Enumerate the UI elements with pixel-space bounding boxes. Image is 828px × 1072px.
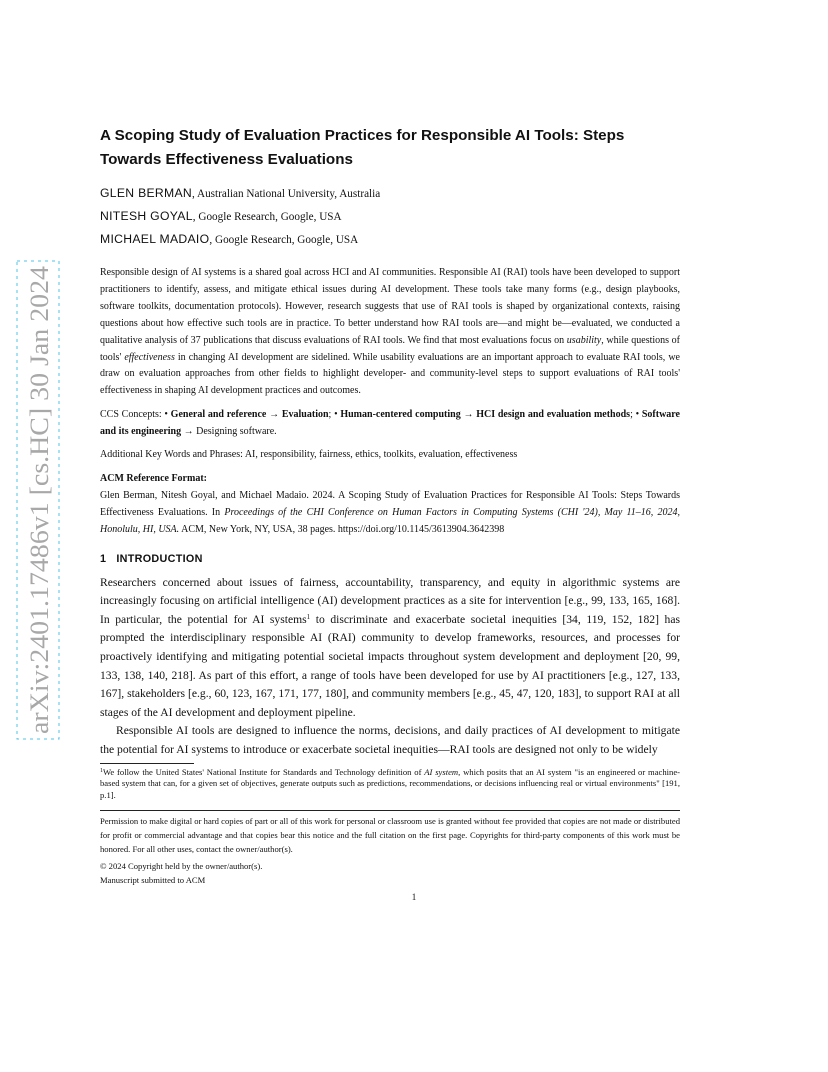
author-affiliation: , Google Research, Google, USA <box>192 211 342 223</box>
copyright-notice: © 2024 Copyright held by the owner/author(s). <box>100 861 263 872</box>
section-heading <box>100 551 680 567</box>
paper-title: A Scoping Study of Evaluation Practices for Responsible AI Tools: Steps Towards Effectiveness Evaluations <box>100 127 625 168</box>
intro-paragraph: Researchers concerned about issues of fairness, accountability, transparency, and equity in algorithmic systems are increasingly focusing on artificial intelligence (AI) development practices as a site for intervention [e.g., 99, 133, 165, 168]. In particular, the potential for AI systems$^1$ to discriminate and exacerbate societal inequities [34, 119, 152, 182] has prompted the interdisciplinary responsible AI (RAI) community to develop frameworks, resources, and processes for proactively identifying and mitigating potential societal impacts throughout system development and deployment [20, 99, 133, 138, 140, 218]. As part of this effort, a range of tools have been developed for use by AI practitioners [e.g., 127, 133, 167], stakeholders [e.g., 60, 123, 167, 171, 177, 180], and community members [e.g., 45, 47, 120, 183], to support RAI at all stages of the AI development and deployment pipeline. <box>100 575 680 719</box>
permission-notice: Permission to make digital or hard copies of part or all of this work for personal or classroom use is granted without fee provided that copies are not made or distributed for profit or commercial advantage and that copies bear this notice and the full citation on the first page. Copyrights for third-party components of this work must be honored. For all other uses, contact the owner/author(s). <box>100 816 680 854</box>
section-title: INTRODUCTION <box>116 552 203 565</box>
page-number: 1 <box>411 892 417 902</box>
arxiv-stamp <box>16 260 60 740</box>
footnote-divider <box>100 763 194 764</box>
author-affiliation: , Google Research, Google, USA <box>209 234 359 246</box>
manuscript-note: Manuscript submitted to ACM <box>100 875 206 886</box>
acm-reference-text: Glen Berman, Nitesh Goyal, and Michael Madaio. 2024. A Scoping Study of Evaluation Practices for Responsible AI Tools: Steps Towards Effectiveness Evaluations. In Proceedings of the CHI Conference on Human Factors in Computing Systems (CHI '24), May 11–16, 2024, Honolulu, HI, USA. ACM, New York, NY, USA, 38 pages. https://doi.org/10.1145/3613904.3642398 <box>100 489 680 535</box>
section-number: 1 <box>100 552 107 565</box>
author-entry <box>100 205 680 228</box>
footnote-marker: 1 <box>306 612 311 621</box>
author-entry <box>100 182 680 205</box>
keywords: Additional Key Words and Phrases: AI, responsibility, fairness, ethics, toolkits, evaluation, effectiveness <box>100 449 518 461</box>
ccs-concepts: CCS Concepts: • General and reference → Evaluation; • Human-centered computing → HCI design and evaluation methods; • Software and its engineering → Designing software. <box>100 409 680 438</box>
author-name: GLEN BERMAN <box>100 186 193 200</box>
acm-reference-heading: ACM Reference Format: <box>100 472 207 484</box>
intro-paragraph: Responsible AI tools are designed to influence the norms, decisions, and daily practices of AI development to mitigate the potential for AI systems to introduce or exacerbate societal inequities—RAI tools are designed not only to be widely <box>100 724 680 756</box>
paper-page <box>100 124 680 887</box>
footnote: $^1$We follow the United States' National Institute for Standards and Technology definition of AI system, which posits that an AI system "is an engineered or machine-based system that can, for a given set of objectives, generate outputs such as predictions, recommendations, or decisions influencing real or virtual environments" [191, p.1]. <box>100 766 681 800</box>
author-entry <box>100 228 680 251</box>
author-list <box>100 182 680 251</box>
permission-divider <box>100 810 680 811</box>
arxiv-identifier: arXiv:2401.17486v1 [cs.HC] 30 Jan 2024 <box>25 297 54 734</box>
abstract: Responsible design of AI systems is a shared goal across HCI and AI communities. Responsible AI (RAI) tools have been developed to support practitioners to identify, assess, and mitigate ethical issues during AI development. These tools take many forms (e.g., design playbooks, software toolkits, documentation protocols). However, research suggests that use of RAI tools is shaped by organizational contexts, raising questions about how effective such tools are in practice. To better understand how RAI tools are—and might be—evaluated, we conducted a qualitative analysis of 37 publications that discuss evaluations of RAI tools. We find that most evaluations focus on usability, while questions of tools' effectiveness in changing AI development are sidelined. While usability evaluations are an important approach to evaluate RAI tools, we draw on evaluation approaches from other fields to highlight developer- and community-level steps to support evaluations of RAI tools' effectiveness in shaping AI development practices and outcomes. <box>100 267 681 397</box>
author-affiliation: , Australian National University, Australia <box>192 188 381 200</box>
author-name: NITESH GOYAL <box>100 209 193 223</box>
author-name: MICHAEL MADAIO <box>100 232 210 246</box>
